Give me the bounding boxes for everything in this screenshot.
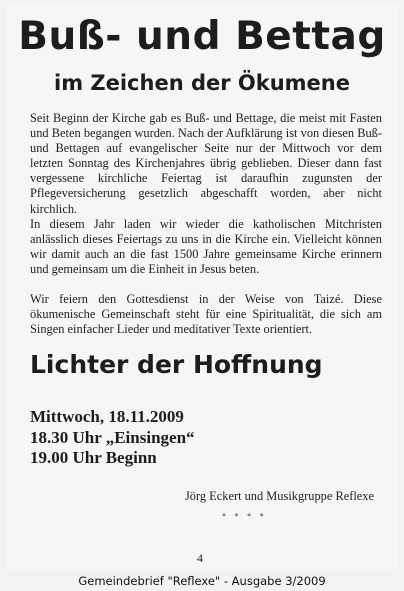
body-paragraph-taize: Wir feiern den Gottesdienst in der Weise von Taizé. Diese ökumenische Gemeinschaft steht für eine Spiritualität, die sich am Singen einfacher Lieder und meditativer Texte orientiert. (30, 292, 382, 337)
page-subtitle: im Zeichen der Ökumene (54, 71, 350, 95)
event-time-einsingen: 18.30 Uhr „Einsingen“ (30, 428, 195, 447)
body-paragraph-history: Seit Beginn der Kirche gab es Buß- und Bettage, die meist mit Fasten und Beten begangen wurden. Nach der Aufklärung ist von diesen Buß- und Bettagen auf evangelischer Seite nur der Mittwoch vor dem letzten Sonntag des Kirchenjahres übrig geblieben. Dieser dann fast vergessene kirchliche Feiertag ist daraufhin zugunsten der Pflegeversicherung gesetzlich abgeschafft worden, aber nicht kirchlich. (30, 111, 382, 216)
page-title: Buß- und Bettag (18, 14, 386, 59)
event-credit: Jörg Eckert und Musikgruppe Reflexe (184, 489, 374, 503)
body-paragraph-invitation: In diesem Jahr laden wir wieder die katholischen Mitchristen anlässlich dieses Feiertags zu uns in die Kirche ein. Vielleicht können wir damit auch an die fast 1500 Jahre gemeinsame Kirche erinnern und gemeinsam um die Einheit in Jesus beten. (30, 217, 382, 277)
page-number: 4 (197, 551, 203, 565)
footer-caption: Gemeindebrief "Reflexe" - Ausgabe 3/2009 (78, 574, 326, 588)
separator-stars: * * * * (222, 512, 267, 521)
event-heading: Lichter der Hoffnung (30, 350, 323, 379)
event-time-beginn: 19.00 Uhr Beginn (30, 448, 157, 467)
event-date: Mittwoch, 18.11.2009 (30, 407, 184, 426)
